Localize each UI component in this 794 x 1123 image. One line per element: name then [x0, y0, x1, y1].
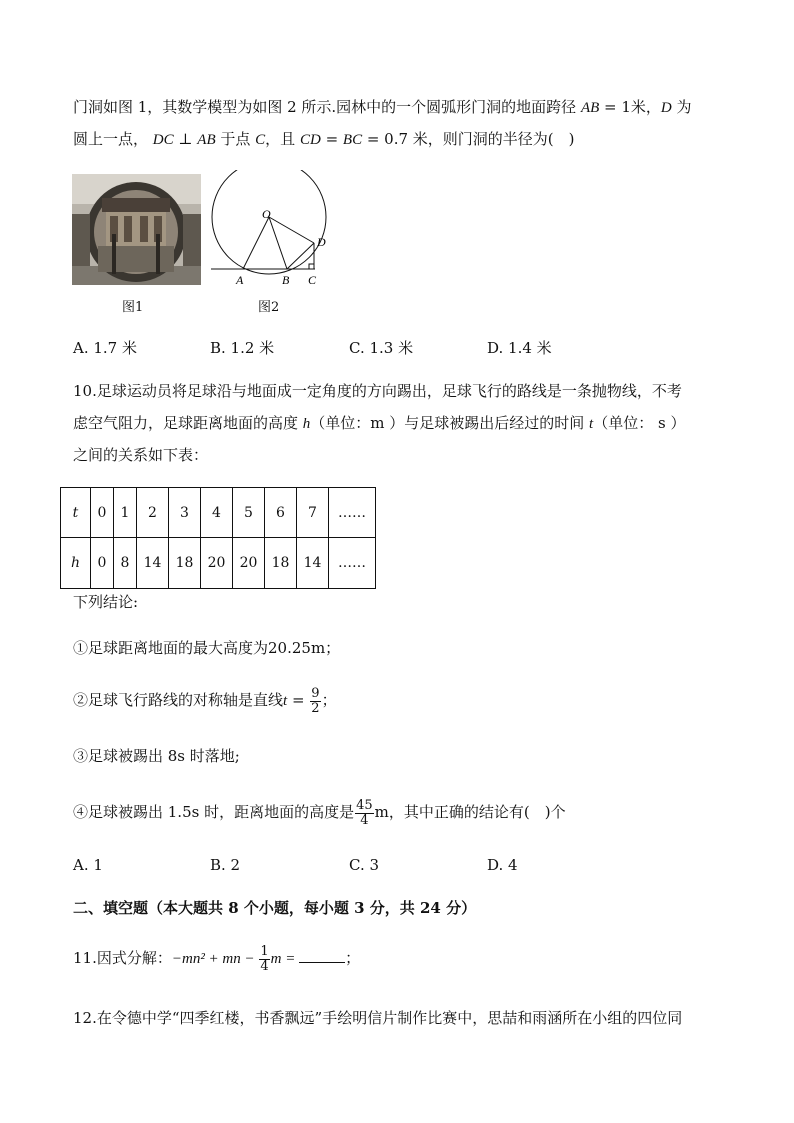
table-cell: 6	[265, 488, 297, 538]
conclusions-title: 下列结论:	[73, 593, 139, 611]
table-cell: 1	[114, 488, 137, 538]
label-c: C	[308, 273, 317, 287]
q10-option-a[interactable]: A. 1	[73, 856, 103, 874]
time-height-table	[60, 487, 376, 589]
table-cell: 18	[265, 538, 297, 589]
table-cell: 0	[91, 488, 114, 538]
q10-option-d[interactable]: D. 4	[487, 856, 518, 874]
q12-line1: 12.在令德中学“四季红楼，书香飘远”手绘明信片制作比赛中，思喆和雨涵所在小组的四位同	[73, 1009, 683, 1027]
fraction-45-quarters: $\frac{45}{4}$	[356, 797, 373, 828]
q10-line1: 10.足球运动员将足球沿与地面成一定角度的方向踢出，足球飞行的路线是一条抛物线，不考	[73, 382, 682, 400]
table-cell: t	[61, 488, 91, 538]
table-cell: 14	[297, 538, 329, 589]
conclusion-4: ④足球被踢出 1.5s 时，距离地面的高度是 $\frac{45}{4}$ m，其中正确的结论有( )个	[73, 797, 566, 828]
table-cell: 0	[91, 538, 114, 589]
fraction-one-quarter: $\frac{1}{4}$	[260, 943, 269, 974]
q9-option-c[interactable]: C. 1.3 米	[349, 339, 414, 357]
conclusion-3: ③足球被踢出 8s 时落地;	[73, 747, 240, 765]
label-o: O	[262, 207, 271, 221]
table-cell: 2	[137, 488, 169, 538]
table-cell: h	[61, 538, 91, 589]
table-row	[61, 538, 376, 589]
section-title: 二、填空题（本大题共 8 个小题，每小题 3 分，共 24 分）	[73, 899, 477, 917]
table-cell: 20	[201, 538, 233, 589]
circle-diagram	[205, 170, 335, 290]
table-cell: 7	[297, 488, 329, 538]
q9-option-a[interactable]: A. 1.7 米	[73, 339, 137, 357]
moon-gate-photo	[72, 174, 201, 285]
label-d: D	[317, 235, 326, 249]
fraction-nine-halves: $\frac{9}{2}$	[311, 685, 320, 716]
q10-option-c[interactable]: C. 3	[349, 856, 380, 874]
q9-option-b[interactable]: B. 1.2 米	[210, 339, 275, 357]
q9-option-d[interactable]: D. 1.4 米	[487, 339, 552, 357]
table-cell: 4	[201, 488, 233, 538]
q10-line3: 之间的关系如下表：	[73, 446, 209, 464]
table-cell: 18	[169, 538, 201, 589]
q9-line1: 门洞如图 1，其数学模型为如图 2 所示.园林中的一个圆弧形门洞的地面跨径 AB = 1米，D 为	[73, 98, 692, 116]
table-cell: 3	[169, 488, 201, 538]
figure1-caption: 图1	[122, 300, 144, 315]
figure2-caption: 图2	[258, 300, 280, 315]
q10-line2: 虑空气阻力，足球距离地面的高度 h（单位：m ）与足球被踢出后经过的时间 t（单位： s ）	[73, 414, 686, 432]
label-a: A	[236, 273, 244, 287]
q10-option-b[interactable]: B. 2	[210, 856, 241, 874]
label-b: B	[282, 273, 290, 287]
table-cell: 14	[137, 538, 169, 589]
q11-line: 11.因式分解：−mn² + mn − $\frac{1}{4}$ m = ；	[73, 943, 361, 974]
conclusion-2: ②足球飞行路线的对称轴是直线t = $\frac{9}{2}$ ；	[73, 685, 337, 716]
answer-blank[interactable]	[299, 948, 345, 963]
table-cell: 20	[233, 538, 265, 589]
table-cell: 5	[233, 488, 265, 538]
table-row	[61, 488, 376, 538]
table-cell: ……	[329, 538, 376, 589]
table-cell: 8	[114, 538, 137, 589]
table-cell: ……	[329, 488, 376, 538]
conclusion-1: ①足球距离地面的最大高度为20.25m；	[73, 639, 341, 657]
q9-line2: 圆上一点， DC ⊥ AB 于点 C，且 CD = BC = 0.7 米，则门洞的半径为( )	[73, 130, 575, 148]
